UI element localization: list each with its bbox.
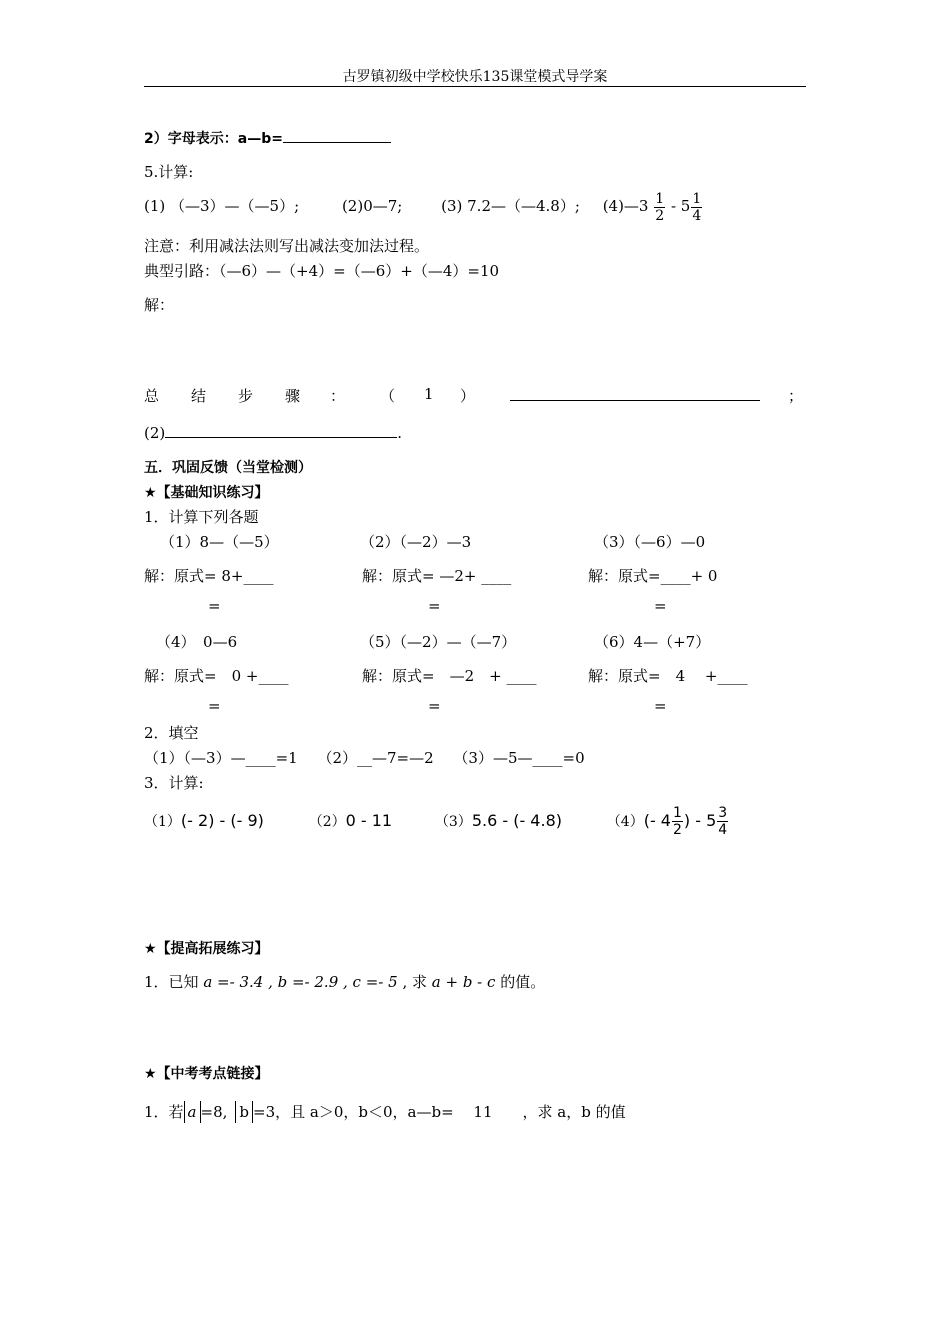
s5-problem-4: [602, 190, 704, 224]
ex3-problems: [144, 796, 729, 846]
ex3-p2-math: 0 - 11: [345, 811, 393, 830]
exam-question: [144, 1097, 626, 1127]
ex1-equals-1: =: [208, 597, 221, 615]
s5-p4-lead: (4)—3: [602, 197, 649, 215]
ex1-solution-3: 解：原式=____+ 0: [588, 567, 718, 585]
ex1-solution-5: 解：原式= —2 + ____: [362, 667, 537, 685]
summary-char-6: （: [380, 387, 396, 405]
ex1-equals-4: =: [208, 697, 221, 715]
s5-problem-2: (2)0—7;: [341, 197, 403, 215]
improve-title: ★【提高拓展练习】: [144, 941, 269, 957]
ex1-equals-3: =: [654, 597, 667, 615]
fraction-three-quarters: $\frac{3}{4}$: [718, 805, 728, 838]
s5-p4-mid: - 5: [670, 197, 691, 215]
exam-title: ★【中考考点链接】: [144, 1066, 269, 1082]
improve-q-expression: a + b - c: [431, 973, 496, 991]
ex2-title: 2．填空: [144, 724, 199, 742]
ex1-equals-5: =: [428, 697, 441, 715]
summary-char-1: 总: [144, 387, 160, 405]
ex3-p3-label: （3）: [434, 814, 472, 830]
summary-blank-1[interactable]: [510, 386, 760, 401]
letter-representation: [144, 128, 391, 148]
summary-semicolon: ；: [788, 387, 804, 405]
ex3-p1-math: (- 2) - (- 9): [180, 811, 264, 830]
ex1-item-5: （5）（—2）—（—7）: [360, 633, 517, 651]
section-five-title: 五．巩固反馈（当堂检测）: [144, 460, 312, 476]
summary-char-2: 结: [191, 387, 207, 405]
ex3-p3-math: 5.6 - (- 4.8): [471, 811, 562, 830]
ex1-equals-6: =: [654, 697, 667, 715]
ex1-item-1: （1）8—（—5）: [160, 533, 279, 551]
ex3-p4-lead: (- 4: [643, 811, 671, 830]
summary-char-3: 步: [238, 387, 254, 405]
improve-q-lead: 1．已知: [144, 973, 199, 991]
improve-question: [144, 971, 545, 992]
abs-value-a: a: [184, 1101, 201, 1123]
ex1-item-2: （2）（—2）—3: [360, 533, 472, 551]
s5-title: 5.计算:: [144, 163, 194, 181]
summary-step-2: [144, 423, 402, 442]
exam-eq3: =3: [253, 1103, 276, 1121]
abs-value-b: b: [235, 1101, 253, 1123]
summary-blank-2[interactable]: [165, 423, 397, 438]
summary-char-7: 1: [424, 385, 434, 403]
ex3-title: 3．计算:: [144, 774, 204, 792]
ex1-equals-2: =: [428, 597, 441, 615]
summary-char-4: 骤: [285, 387, 301, 405]
fraction-one-half: $\frac{1}{2}$: [672, 805, 682, 838]
ex1-solution-4: 解：原式= 0 +____: [144, 667, 289, 685]
basic-practice-title: ★【基础知识练习】: [144, 485, 269, 501]
s5-problem-3: (3) 7.2—（—4.8）;: [441, 197, 580, 215]
fraction-one-quarter: $\frac{1}{4}$: [692, 190, 702, 224]
ex1-title: 1．计算下列各题: [144, 508, 259, 526]
summary-step-2-label: (2): [144, 424, 166, 442]
exam-q-rest: ，且 a＞0，b＜0，a—b= 11 ，求 a，b 的值: [275, 1103, 626, 1121]
ex3-p4-mid: ) - 5: [683, 811, 717, 830]
exam-q-lead: 1．若: [144, 1103, 184, 1121]
header-rule: [144, 86, 806, 87]
s5-problem-1: (1) （—3）—（—5）;: [144, 197, 300, 215]
page-header-title: 古罗镇初级中学校快乐135课堂模式导学案: [342, 69, 608, 85]
ex1-solution-2: 解：原式= —2+ ____: [362, 567, 512, 585]
s5-note: 注意：利用减法法则写出减法变加法过程。: [144, 237, 430, 255]
ex1-item-4: （4） 0—6: [156, 633, 238, 651]
ex1-item-3: （3）（—6）—0: [594, 533, 706, 551]
s5-problems: [144, 188, 703, 228]
ex1-solution-1: 解：原式= 8+____: [144, 567, 274, 585]
ex3-p2-label: （2）: [308, 814, 346, 830]
summary-step-2-end: .: [397, 424, 403, 442]
s5-solution-label: 解：: [144, 296, 175, 314]
ex2-line: （1）（—3）—____=1 （2）__—7=—2 （3）—5—____=0: [144, 749, 585, 767]
s5-example: 典型引路：（—6）—（+4）=（—6）+（—4）=10: [144, 262, 500, 280]
summary-char-8: ）: [460, 387, 476, 405]
ex1-solution-6: 解：原式= 4 +____: [588, 667, 748, 685]
summary-char-5: ：: [330, 387, 346, 405]
ex3-p4-label: （4）: [606, 814, 644, 830]
improve-q-values: a =- 3.4 , b =- 2.9 , c =- 5: [203, 973, 398, 991]
improve-q-mid: , 求: [402, 973, 427, 991]
improve-q-end: 的值。: [500, 973, 546, 991]
exam-eq8: =8,: [200, 1103, 228, 1121]
fraction-one-half: $\frac{1}{2}$: [655, 190, 665, 224]
answer-blank[interactable]: [283, 128, 391, 143]
ex3-p4-math: [643, 805, 730, 838]
ex3-p1-label: （1）: [144, 814, 181, 830]
letter-representation-label: 2）字母表示：a—b=: [144, 131, 283, 147]
ex1-item-6: （6）4—（+7）: [594, 633, 711, 651]
